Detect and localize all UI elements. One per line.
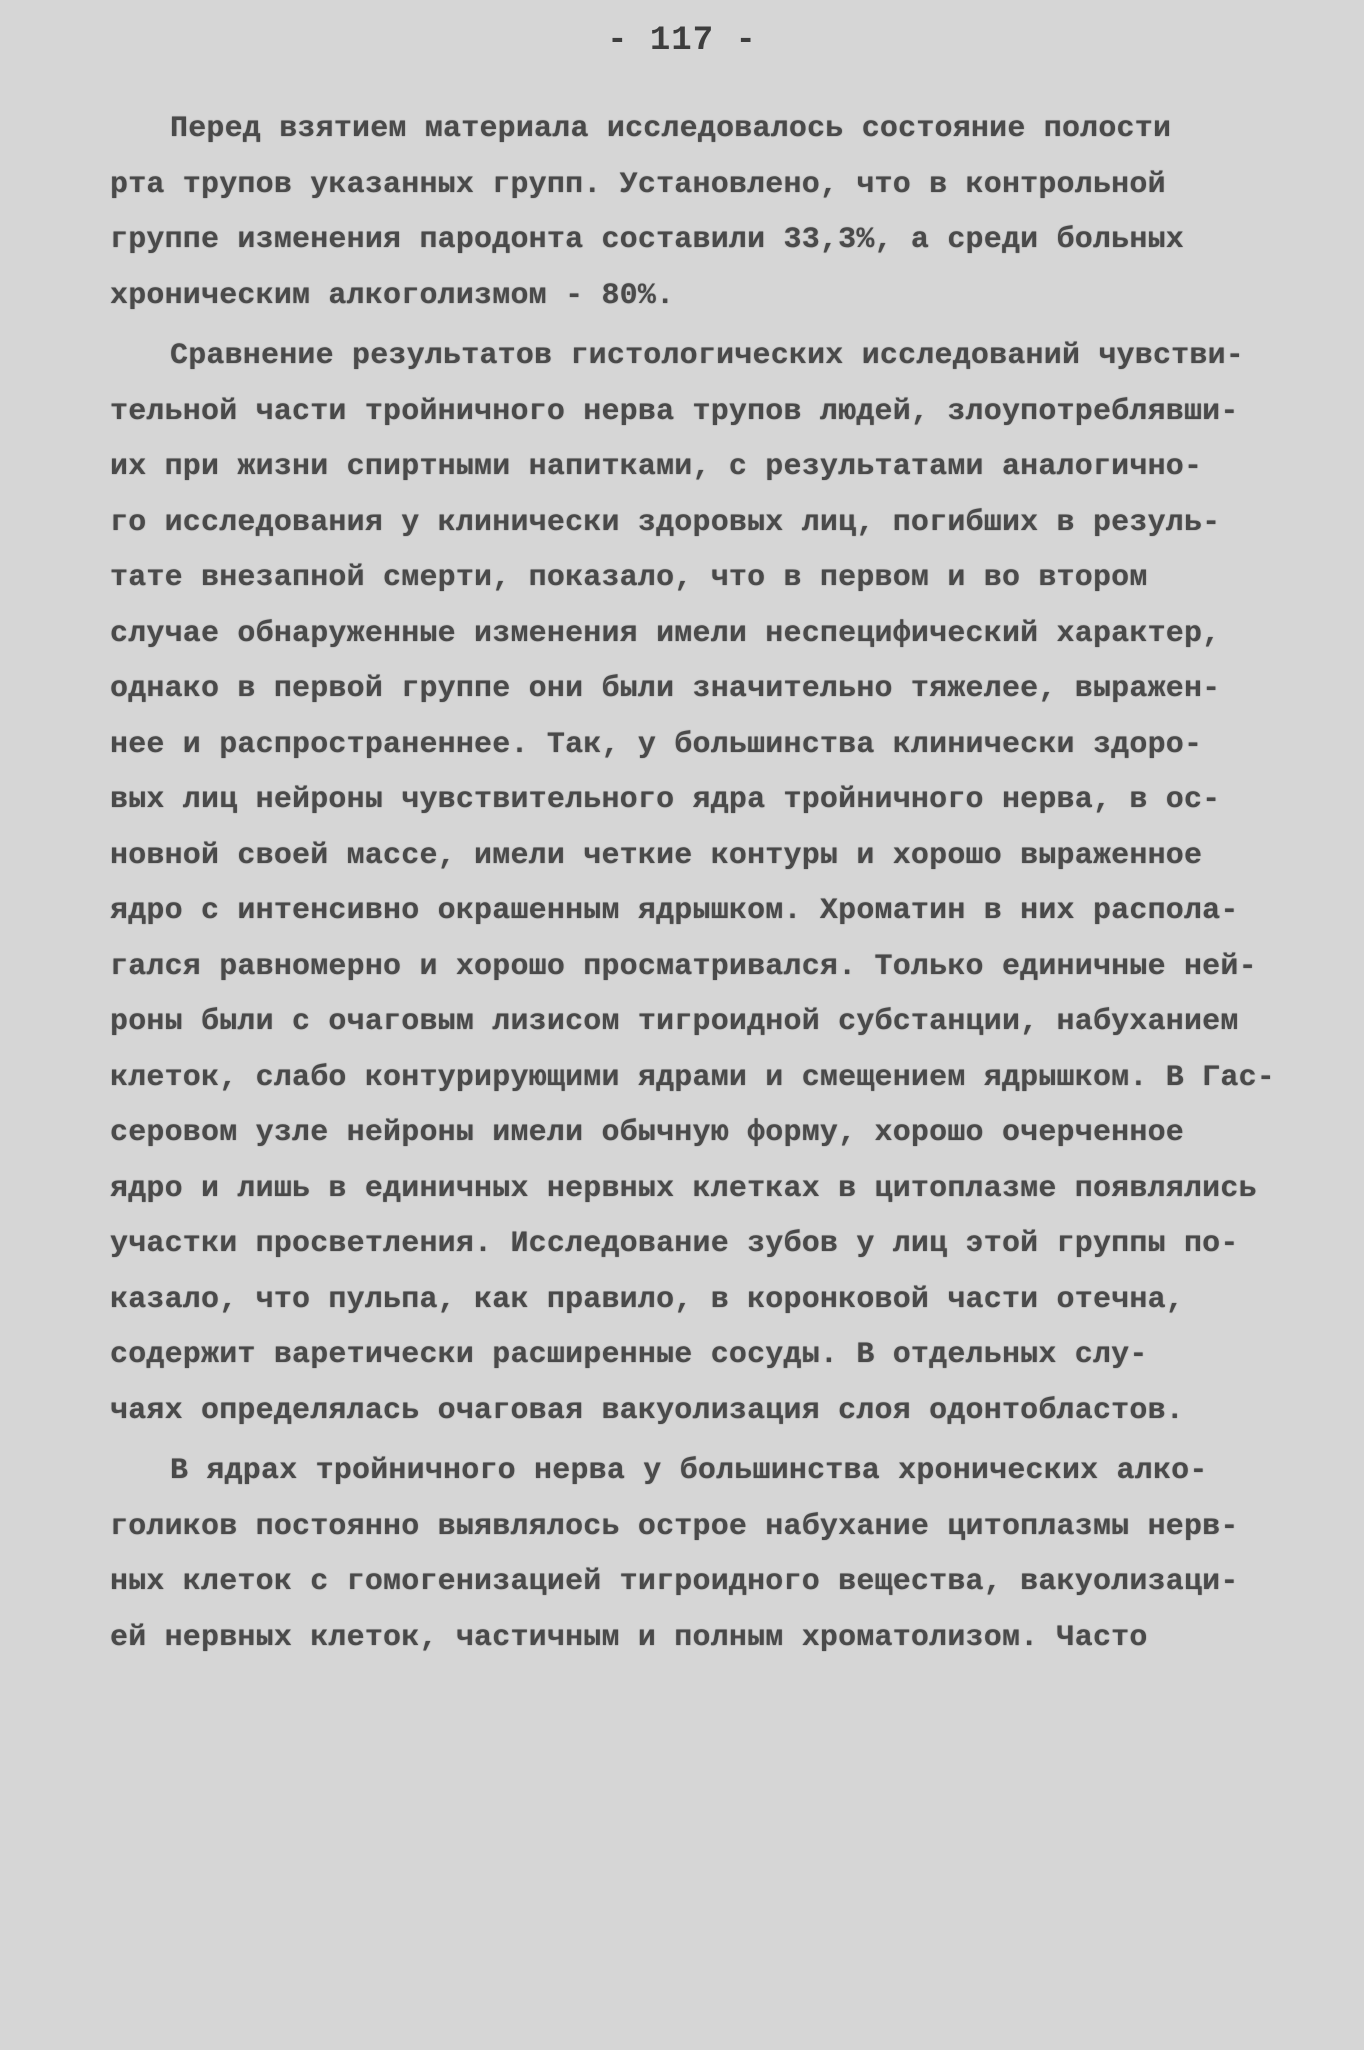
- page-number: - 117 -: [607, 22, 757, 60]
- text-line: казало, что пульпа, как правило, в коронковой части отечна,: [110, 1282, 1184, 1317]
- text-line: Перед взятием материала исследовалось состояние полости: [170, 112, 1172, 146]
- text-line: серовом узле нейроны имели обычную форму, хорошо очерченное: [110, 1116, 1184, 1150]
- text-line: тельной части тройничного нерва трупов людей, злоупотреблявши-: [110, 394, 1239, 429]
- text-line: группе изменения пародонта составили 33,3%, а среди больных: [110, 223, 1184, 257]
- text-line: го исследования у клинически здоровых лиц, погибших в резуль-: [110, 505, 1221, 540]
- text-line: ей нервных клеток, частичным и полным хроматолизом. Часто: [110, 1620, 1148, 1655]
- text-line: голиков постоянно выявлялось острое набухание цитоплазмы нерв-: [110, 1509, 1239, 1544]
- text-line: роны были с очаговым лизисом тигроидной субстанции, набуханием: [110, 1005, 1239, 1039]
- text-line: нее и распространеннее. Так, у большинства клинически здоро-: [110, 727, 1203, 762]
- body-text: [110, 102, 1275, 1666]
- text-line: ядро и лишь в единичных нервных клетках в цитоплазме появлялись: [110, 1171, 1257, 1206]
- text-line: новной своей массе, имели четкие контуры и хорошо выраженное: [110, 838, 1203, 873]
- text-line: тате внезапной смерти, показало, что в первом и во втором: [110, 561, 1148, 595]
- text-line: участки просветления. Исследование зубов у лиц этой группы по-: [110, 1227, 1239, 1261]
- text-line: случае обнаруженные изменения имели неспецифический характер,: [110, 616, 1221, 651]
- text-line: ядро с интенсивно окрашенным ядрышком. Хроматин в них распола-: [110, 894, 1239, 928]
- text-line: клеток, слабо контурирующими ядрами и смещением ядрышком. В Гас-: [110, 1060, 1275, 1095]
- text-line: Сравнение результатов гистологических исследований чувстви-: [170, 339, 1244, 373]
- text-line: хроническим алкоголизмом - 80%.: [110, 278, 675, 313]
- text-line: рта трупов указанных групп. Установлено, что в контрольной: [110, 167, 1166, 202]
- text-line: гался равномерно и хорошо просматривался. Только единичные ней-: [110, 949, 1257, 984]
- text-line: однако в первой группе они были значительно тяжелее, выражен-: [110, 672, 1221, 706]
- text-line: их при жизни спиртными напитками, с результатами аналогично-: [110, 450, 1203, 484]
- text-line: чаях определялась очаговая вакуолизация слоя одонтобластов.: [110, 1393, 1184, 1428]
- text-line: содержит варетически расширенные сосуды. В отдельных слу-: [110, 1338, 1148, 1372]
- text-line: вых лиц нейроны чувствительного ядра тройничного нерва, в ос-: [110, 783, 1221, 817]
- text-line: В ядрах тройничного нерва у большинства хронических алко-: [170, 1454, 1208, 1488]
- text-line: ных клеток с гомогенизацией тигроидного вещества, вакуолизаци-: [110, 1565, 1239, 1599]
